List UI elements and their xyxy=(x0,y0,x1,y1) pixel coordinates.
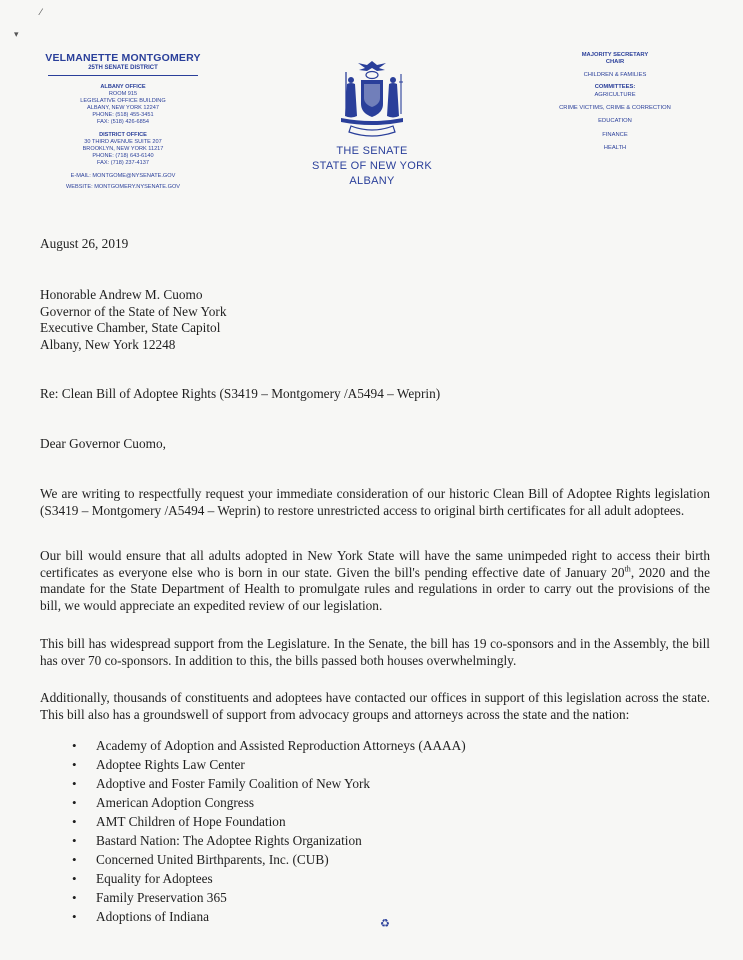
list-item: • Family Preservation 365 xyxy=(72,888,466,907)
paragraph-support-groups: Additionally, thousands of constituents and adoptees have contacted our offices in support of this legislation across the state. This bill also has a groundswell of support from advocacy groups and attorneys across the state and the nation: xyxy=(40,690,710,722)
email-line: E-MAIL: MONTGOME@NYSENATE.GOV xyxy=(70,173,176,179)
albany-office-line: PHONE: (518) 455-3451 xyxy=(92,112,154,118)
committee-item: HEALTH xyxy=(603,145,627,152)
committee-item: EDUCATION xyxy=(598,118,632,125)
address-line: Albany, New York 12248 xyxy=(40,336,176,352)
role-chair: CHAIR xyxy=(605,59,625,66)
address-line: Executive Chamber, State Capitol xyxy=(40,320,221,335)
district-office-line: FAX: (718) 237-4137 xyxy=(97,160,149,166)
letterhead-right xyxy=(540,52,690,153)
list-item: • AMT Children of Hope Foundation xyxy=(72,812,466,831)
paragraph-text: Our bill would ensure that all adults adopted in New York State will have the same unimpeded right to access their birth certificates as everyone else who is born in our state. Given the bill's pending effective date of January 20 xyxy=(40,548,710,580)
district-office-line: BROOKLYN, NEW YORK 11217 xyxy=(82,146,164,152)
subject-line: Re: Clean Bill of Adoptee Rights (S3419 – Montgomery /A5494 – Weprin) xyxy=(40,386,441,401)
list-item: • Adoptee Rights Law Center xyxy=(72,755,466,774)
superscript: th xyxy=(624,564,631,574)
list-item: • Bastard Nation: The Adoptee Rights Organization xyxy=(72,831,466,850)
albany-office-line: ALBANY, NEW YORK 12247 xyxy=(87,105,159,111)
role-title: MAJORITY SECRETARY xyxy=(581,52,649,58)
new-york-state-seal-icon xyxy=(335,58,409,140)
letterhead-left xyxy=(30,52,216,191)
scan-mark: ⁄ xyxy=(40,8,42,18)
senator-name: VELMANETTE MONTGOMERY xyxy=(45,52,201,64)
website-line: WEBSITE: MONTGOMERY.NYSENATE.GOV xyxy=(65,184,181,190)
district-office-heading: DISTRICT OFFICE xyxy=(99,132,147,138)
state-title: STATE OF NEW YORK xyxy=(312,160,432,172)
salutation: Dear Governor Cuomo, xyxy=(40,436,166,451)
paragraph-bill-effect xyxy=(40,548,710,614)
paragraph-support-legislature: This bill has widespread support from the Legislature. In the Senate, the bill has 19 co-sponsors and in the Assembly, the bill has over 70 co-sponsors. In addition to this, the bills passed both houses overwhelmingly. xyxy=(40,636,710,668)
committee-item: CRIME VICTIMS, CRIME & CORRECTION xyxy=(559,105,671,112)
committee-item: FINANCE xyxy=(602,131,628,138)
recipient-address xyxy=(40,287,227,353)
committees-label: COMMITTEES: xyxy=(594,84,636,91)
albany-office-line: ROOM 915 xyxy=(108,91,138,97)
capital-title: ALBANY xyxy=(349,175,395,187)
list-item: • Equality for Adoptees xyxy=(72,869,466,888)
list-item: • Adoptions of Indiana xyxy=(72,907,466,926)
albany-office-line: LEGISLATIVE OFFICE BUILDING xyxy=(80,98,166,104)
chair-committee: CHILDREN & FAMILIES xyxy=(583,71,647,78)
supporters-list xyxy=(72,736,466,926)
divider xyxy=(48,75,198,76)
scan-mark: ▾ xyxy=(14,30,19,40)
list-item: • Academy of Adoption and Assisted Reproduction Attorneys (AAAA) xyxy=(72,736,466,755)
albany-office-line: FAX: (518) 426-6854 xyxy=(97,119,149,125)
paragraph-request: We are writing to respectfully request your immediate consideration of our historic Clean Bill of Adoptee Rights legislation (S3419 – Montgomery /A5494 – Weprin) to restore unrestricted access to original birth certificates for all adult adoptees. xyxy=(40,486,710,518)
senate-district: 25TH SENATE DISTRICT xyxy=(88,65,158,71)
list-item: • Concerned United Birthparents, Inc. (CUB) xyxy=(72,850,466,869)
albany-office-heading: ALBANY OFFICE xyxy=(100,84,146,90)
senate-title: THE SENATE xyxy=(336,145,408,157)
committee-item: AGRICULTURE xyxy=(594,91,636,98)
address-line: Governor of the State of New York xyxy=(40,303,227,319)
list-item: • Adoptive and Foster Family Coalition of New York xyxy=(72,774,466,793)
district-office-line: 30 THIRD AVENUE SUITE 207 xyxy=(84,139,162,145)
district-office-line: PHONE: (718) 643-6140 xyxy=(92,153,154,159)
list-item: • American Adoption Congress xyxy=(72,793,466,812)
recycle-icon: ♻ xyxy=(380,917,390,930)
paragraph-text: , 2020 and the mandate for the State Department of Health to promulgate rules and regulations in order to carry out the provisions of the bill, we would appreciate an expedited review of our legislation. xyxy=(40,564,710,613)
letter-date: August 26, 2019 xyxy=(40,236,129,251)
letterhead-center xyxy=(292,58,452,189)
address-line: Honorable Andrew M. Cuomo xyxy=(40,287,203,302)
